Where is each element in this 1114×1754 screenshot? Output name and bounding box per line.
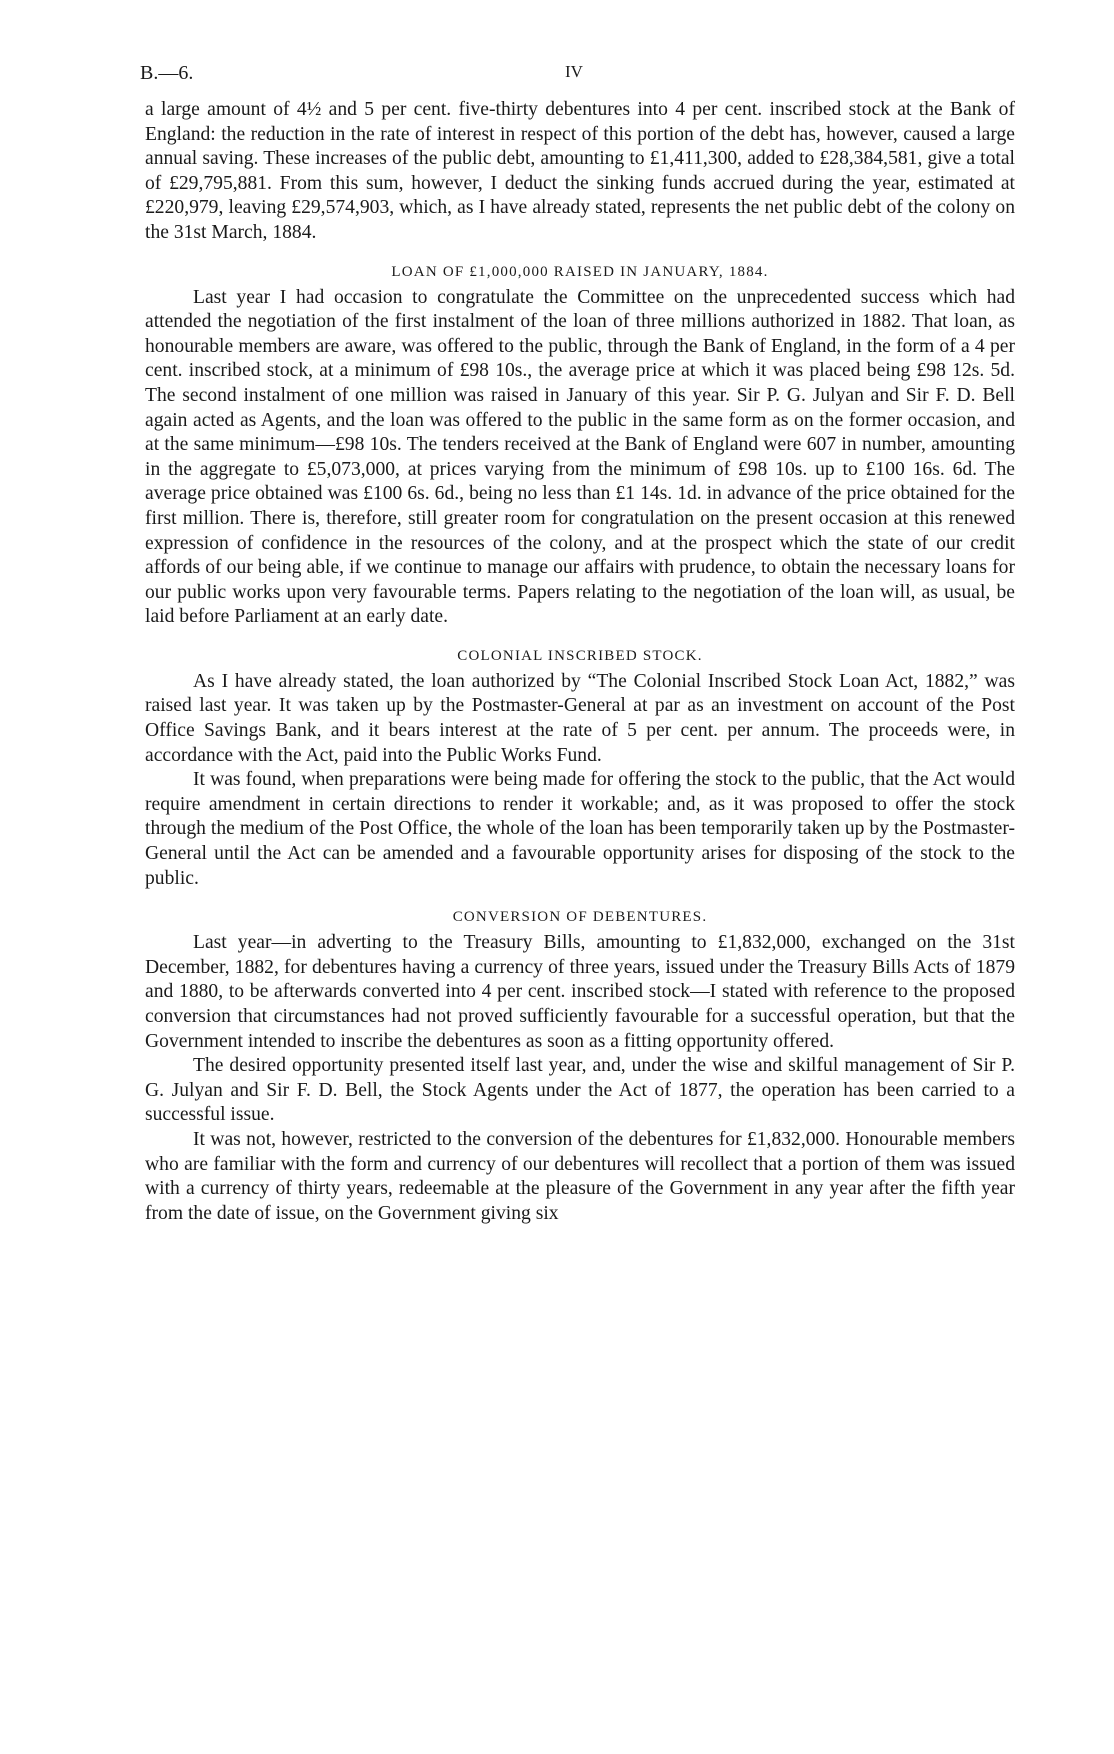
document-reference: B.—6. — [140, 62, 194, 84]
document-page — [140, 62, 1015, 1226]
page-number: IV — [565, 62, 583, 81]
section-heading: LOAN OF £1,000,000 RAISED IN JANUARY, 1884. — [391, 263, 769, 280]
section-conversion-of-debentures — [145, 907, 1015, 1226]
paragraph: Last year—in adverting to the Treasury Bills, amounting to £1,832,000, exchanged on the 31st December, 1882, for debentures having a currency of three years, issued under the Treasury Bills Acts of 1879 and 1880, to be afterwards converted into 4 per cent. inscribed stock—I stated with reference to the proposed conversion that circumstances had not proved sufficiently favourable for a successful operation, but that the Government intended to inscribe the debentures as soon as a fitting opportunity offered. — [145, 932, 1015, 1052]
section-colonial-inscribed-stock — [145, 646, 1015, 891]
running-head — [140, 62, 1015, 90]
paragraph: It was found, when preparations were being made for offering the stock to the public, that the Act would require amendment in certain directions to render it workable; and, as it was proposed to offer the stock through the medium of the Post Office, the whole of the loan has been temporarily taken up by the Postmaster-General until the Act can be amended and a favourable opportunity arises for disposing of the stock to the public. — [145, 769, 1015, 889]
section-continuation — [145, 98, 1015, 246]
paragraph: As I have already stated, the loan authorized by “The Colonial Inscribed Stock Loan Act, 1882,” was raised last year. It was taken up by the Postmaster-General at par as an investment on account of the Post Office Savings Bank, and it bears interest at the rate of 5 per cent. per annum. The proceeds were, in accordance with the Act, paid into the Public Works Fund. — [145, 670, 1015, 766]
section-heading: COLONIAL INSCRIBED STOCK. — [457, 647, 703, 664]
section-heading: CONVERSION OF DEBENTURES. — [452, 909, 708, 926]
paragraph: It was not, however, restricted to the conversion of the debentures for £1,832,000. Honourable members who are familiar with the form and currency of our debentures will recollect that a portion of them was issued with a currency of thirty years, redeemable at the pleasure of the Government in any year after the fifth year from the date of issue, on the Government giving six — [145, 1128, 1015, 1224]
paragraph: a large amount of 4½ and 5 per cent. five-thirty debentures into 4 per cent. inscribed stock at the Bank of England: the reduction in the rate of interest in respect of this portion of the debt has, however, caused a large annual saving. These increases of the public debt, amounting to £1,411,300, added to £28,384,581, give a total of £29,795,881. From this sum, however, I deduct the sinking funds accrued during the year, estimated at £220,979, leaving £29,574,903, which, as I have already stated, represents the net public debt of the colony on the 31st March, 1884. — [145, 99, 1015, 243]
paragraph: The desired opportunity presented itself last year, and, under the wise and skilful management of Sir P. G. Julyan and Sir F. D. Bell, the Stock Agents under the Act of 1877, the operation has been carried to a successful issue. — [145, 1055, 1015, 1126]
paragraph: Last year I had occasion to congratulate the Committee on the unprecedented success which had attended the negotiation of the first instalment of the loan of three millions authorized in 1882. That loan, as honourable members are aware, was offered to the public, through the Bank of England, in the form of a 4 per cent. inscribed stock, at a minimum of £98 10s., the average price at which it was placed being £98 12s. 5d. The second instalment of one million was raised in January of this year. Sir P. G. Julyan and Sir F. D. Bell again acted as Agents, and the loan was offered to the public in the same form as on the former occasion, and at the same minimum—£98 10s. The tenders received at the Bank of England were 607 in number, amounting in the aggregate to £5,073,000, at prices varying from the minimum of £98 10s. up to £100 16s. 6d. The average price obtained was £100 6s. 6d., being no less than £1 14s. 1d. in advance of the price obtained for the first million. There is, therefore, still greater room for congratulation on the present occasion at this renewed expression of confidence in the resources of the colony, and at the prospect which the state of our credit affords of our being able, if we continue to manage our affairs with prudence, to obtain the necessary loans for our public works upon very favourable terms. Papers relating to the negotiation of the loan will, as usual, be laid before Parliament at an early date. — [145, 286, 1015, 628]
section-loan — [145, 262, 1015, 630]
